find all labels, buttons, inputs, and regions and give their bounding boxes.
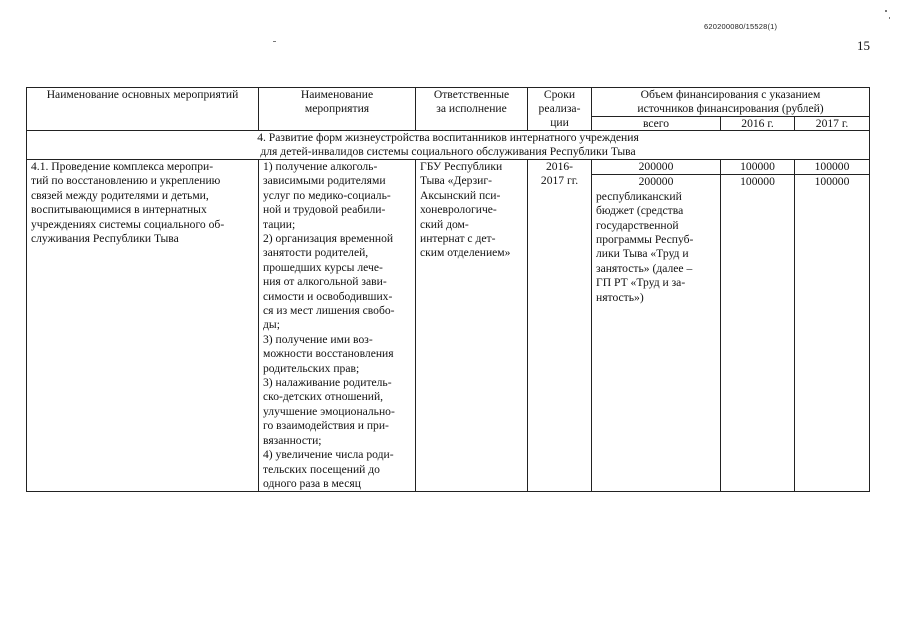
text-line: 4. Развитие форм жизнеустройства воспитанников интернатного учреждения	[257, 131, 639, 145]
header-financing	[592, 88, 870, 117]
text-line: Объем финансирования с указанием	[640, 88, 821, 101]
text-line: ский дом-	[420, 217, 469, 231]
source-total-amount: 200000	[638, 175, 674, 189]
total-amount: 200000	[592, 160, 720, 175]
text-line: для детей-инвалидов системы социального обслуживания Республики Тыва	[260, 145, 636, 159]
text-line: государственной	[596, 218, 679, 232]
main-event-cell	[27, 159, 259, 491]
header-event-name	[259, 88, 416, 131]
header-main-events: Наименование основных мероприятий	[27, 88, 259, 131]
text-line: реализа-	[538, 101, 581, 115]
text-line: нятость»)	[596, 290, 644, 304]
text-line: ной и трудовой реабили-	[263, 203, 386, 217]
text-line: ГБУ Республики	[420, 159, 503, 173]
text-line: служивания Республики Тыва	[31, 232, 179, 246]
terms-cell	[528, 159, 592, 491]
text-line: бюджет (средства	[596, 204, 684, 218]
header-row	[27, 88, 870, 117]
text-line: связей между родителями и детьми,	[31, 188, 209, 202]
header-2016: 2016 г.	[721, 116, 795, 131]
total-cell	[592, 159, 721, 491]
source-amount-2017: 100000	[814, 175, 850, 189]
text-line: ния от алкогольной зави-	[263, 275, 387, 289]
header-terms	[528, 88, 592, 131]
page-number: 15	[857, 38, 870, 53]
text-line: тации;	[263, 217, 296, 231]
text-line: услуг по медико-социаль-	[263, 188, 391, 202]
text-line: прошедших курсы лече-	[263, 260, 383, 274]
text-line: одного раза в месяц	[263, 476, 361, 490]
text-line: мероприятия	[304, 101, 370, 115]
financing-table	[26, 87, 870, 492]
document-id: 620200080/15528(1)	[704, 22, 778, 31]
text-line: тий по восстановлению и укреплению	[31, 174, 221, 188]
scan-speck	[273, 41, 276, 42]
text-line: за исполнение	[436, 101, 507, 115]
source-description	[592, 190, 720, 305]
section-row	[27, 131, 870, 160]
y2016-cell	[721, 159, 795, 491]
text-line: 2016-	[545, 159, 574, 173]
text-line: 2) организация временной	[263, 232, 394, 246]
header-total: всего	[592, 116, 721, 131]
text-line: зависимыми родителями	[263, 174, 386, 188]
text-line: улучшение эмоционально-	[263, 404, 395, 418]
text-line: тельских посещений до	[263, 462, 380, 476]
text-line: 3) получение ими воз-	[263, 332, 373, 346]
text-line: вязанности;	[263, 433, 322, 447]
text-line: 4.1. Проведение комплекса меропри-	[31, 159, 214, 173]
text-line: хоневрологиче-	[420, 203, 497, 217]
text-line: программы Респуб-	[596, 233, 694, 247]
text-line: воспитывающимися в интернатных	[31, 203, 207, 217]
text-line: 4) увеличение числа роди-	[263, 448, 394, 462]
text-line: ГП РТ «Труд и за-	[596, 276, 686, 290]
text-line: Наименование	[300, 88, 374, 101]
text-line: ции	[550, 115, 569, 129]
table-row	[27, 159, 870, 491]
text-line: Ответственные	[433, 88, 510, 101]
text-line: ся из мест лишения свобо-	[263, 304, 395, 318]
header-2017: 2017 г.	[795, 116, 870, 131]
text-line: ско-детских отношений,	[263, 390, 384, 404]
text-line: симости и освободивших-	[263, 289, 393, 303]
source-amount-2016: 100000	[740, 175, 775, 189]
text-line: 2017 гг.	[540, 174, 579, 188]
text-line: ским отделением»	[420, 246, 511, 260]
text-line: 1) получение алкоголь-	[263, 159, 378, 173]
text-line: республиканский	[596, 189, 682, 203]
text-line: родительских прав;	[263, 361, 360, 375]
text-line: интернат с дет-	[420, 232, 496, 246]
text-line: ды;	[263, 318, 280, 332]
text-line: Сроки	[543, 88, 576, 101]
scan-speck	[889, 17, 890, 19]
text-line: учреждениях системы социального об-	[31, 217, 225, 231]
text-line: Аксынский пси-	[420, 188, 501, 202]
text-line: занятости родителей,	[263, 246, 369, 260]
text-line: источников финансирования (рублей)	[637, 101, 824, 115]
responsible-cell	[416, 159, 528, 491]
events-cell	[259, 159, 416, 491]
text-line: лики Тыва «Труд и	[596, 247, 689, 261]
y2017-cell	[795, 159, 870, 491]
amount-2017: 100000	[795, 160, 869, 175]
header-responsible	[416, 88, 528, 131]
text-line: 3) налаживание родитель-	[263, 376, 392, 390]
text-line: занятость» (далее –	[596, 261, 693, 275]
scan-speck	[885, 10, 887, 12]
text-line: Тыва «Дерзиг-	[420, 174, 492, 188]
text-line: го взаимодействия и при-	[263, 419, 389, 433]
text-line: можности восстановления	[263, 347, 394, 361]
amount-2016: 100000	[721, 160, 794, 175]
section-title	[27, 131, 870, 160]
